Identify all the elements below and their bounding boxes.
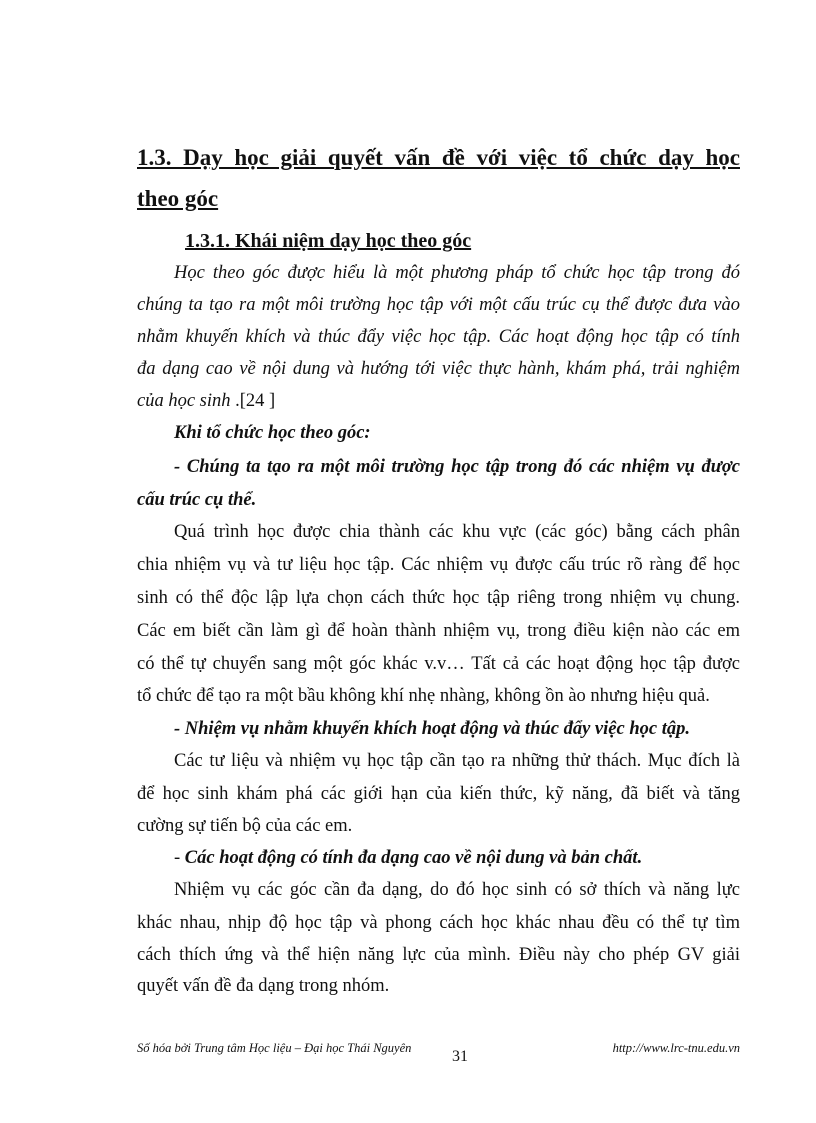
paragraph-line: Quá trình học được chia thành các khu vực (các góc) bằng cách phân <box>174 522 740 542</box>
paragraph-line: cách thích ứng và thể hiện năng lực của mình. Điều này cho phép GV giải <box>137 945 740 965</box>
footer-url: http://www.lrc-tnu.edu.vn <box>612 1041 740 1055</box>
definition-line: đa dạng cao về nội dung và hướng tới việc thực hành, khám phá, trải nghiệm <box>137 359 740 379</box>
page-number: 31 <box>452 1048 468 1065</box>
point-3-text: Các hoạt động có tính đa dạng cao về nội dung và bản chất. <box>184 848 643 868</box>
paragraph-line: khác nhau, nhịp độ học tập và phong cách học khác nhau đều có thể tự tìm <box>137 913 740 933</box>
paragraph-line: tổ chức để tạo ra một bầu không khí nhẹ nhàng, không ồn ào nhưng hiệu quả. <box>137 686 710 706</box>
paragraph-line: Các tư liệu và nhiệm vụ học tập cần tạo ra những thử thách. Mục đích là <box>174 751 740 771</box>
point-1-line-2: cấu trúc cụ thể. <box>137 490 257 510</box>
paragraph-line: Các em biết cần làm gì để hoàn thành nhiệm vụ, trong điều kiện nào các em <box>137 621 740 641</box>
definition-line: nhằm khuyến khích và thúc đẩy việc học tập. Các hoạt động học tập có tính <box>137 327 740 347</box>
definition-line: Học theo góc được hiểu là một phương pháp tổ chức học tập trong đó <box>174 263 740 283</box>
section-heading-line-1: 1.3. Dạy học giải quyết vấn đề với việc tổ chức dạy học <box>137 145 740 170</box>
intro-heading: Khi tổ chức học theo góc: <box>174 423 371 443</box>
point-1-line-1: - Chúng ta tạo ra một môi trường học tập trong đó các nhiệm vụ được <box>174 457 740 477</box>
paragraph-line: chia nhiệm vụ và tư liệu học tập. Các nhiệm vụ được cấu trúc rõ ràng để học <box>137 555 740 575</box>
paragraph-line: để học sinh khám phá các giới hạn của kiến thức, kỹ năng, đã biết và tăng <box>137 784 740 804</box>
paragraph-line: cường sự tiến bộ của các em. <box>137 816 353 836</box>
point-3 <box>174 848 740 869</box>
point-2: - Nhiệm vụ nhằm khuyến khích hoạt động và thúc đẩy việc học tập. <box>174 719 690 739</box>
citation: .[24 ] <box>230 391 276 411</box>
definition-line: chúng ta tạo ra một môi trường học tập với một cấu trúc cụ thể được đưa vào <box>137 295 740 315</box>
paragraph-line: quyết vấn đề đa dạng trong nhóm. <box>137 976 390 996</box>
paragraph-line: sinh có thể độc lập lựa chọn cách thức học tập riêng trong nhiệm vụ chung. <box>137 588 740 608</box>
definition-line-end: của học sinh <box>137 391 231 411</box>
paragraph-line: có thể tự chuyển sang một góc khác v.v… Tất cả các hoạt động học tập được <box>137 654 740 674</box>
subsection-heading: 1.3.1. Khái niệm dạy học theo góc <box>185 230 472 252</box>
footer-source: Số hóa bởi Trung tâm Học liệu – Đại học Thái Nguyên <box>137 1041 412 1055</box>
section-heading-line-2: theo góc <box>137 186 219 211</box>
definition-line-last <box>137 391 740 412</box>
point-3-dash: - <box>174 848 185 868</box>
paragraph-line: Nhiệm vụ các góc cần đa dạng, do đó học sinh có sở thích và năng lực <box>174 880 740 900</box>
